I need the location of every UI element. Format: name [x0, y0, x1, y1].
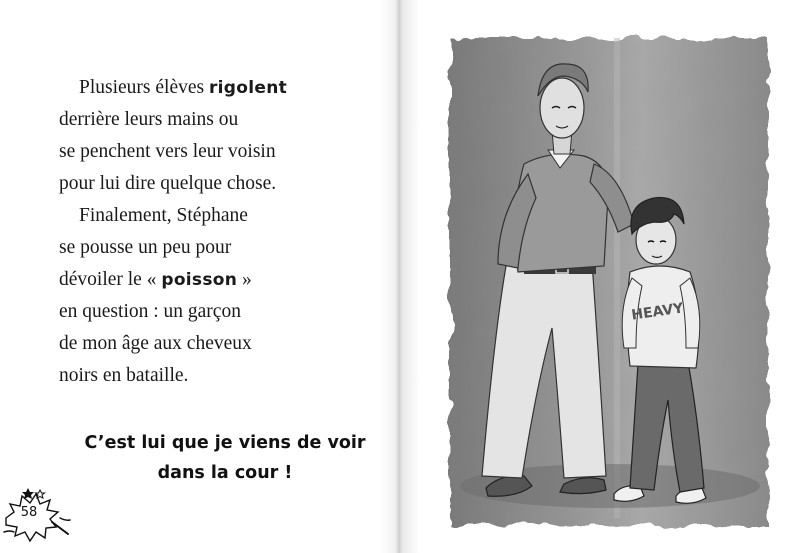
text-line: de mon âge aux cheveux — [59, 333, 252, 354]
text-segment: dévoiler le « — [59, 269, 162, 290]
text-line — [59, 264, 379, 296]
page-number-badge — [0, 478, 80, 548]
emphasis-word: poisson — [161, 270, 238, 290]
text-line: Finalement, Stéphane — [79, 205, 248, 226]
text-line: derrière leurs mains ou — [59, 109, 239, 130]
callout-text — [60, 428, 390, 488]
body-text — [59, 72, 379, 392]
emphasis-word: rigolent — [208, 78, 288, 98]
text-segment: Plusieurs élèves — [79, 77, 209, 98]
callout-line: C’est lui que je viens de voir — [84, 433, 366, 453]
page-number: 58 — [20, 505, 38, 520]
shirt-print: HEAVY — [630, 300, 685, 324]
left-page — [0, 0, 396, 553]
text-segment: » — [237, 269, 252, 290]
text-line: se pousse un peu pour — [59, 237, 232, 258]
text-line: se penchent vers leur voisin — [59, 141, 276, 162]
text-line: noirs en bataille. — [59, 365, 189, 386]
callout-line: dans la cour ! — [157, 463, 293, 483]
text-line: pour lui dire quelque chose. — [59, 173, 277, 194]
text-line — [59, 72, 379, 104]
book-gutter — [380, 0, 420, 553]
text-line: en question : un garçon — [59, 301, 241, 322]
illustration-man-and-boy — [444, 34, 776, 532]
